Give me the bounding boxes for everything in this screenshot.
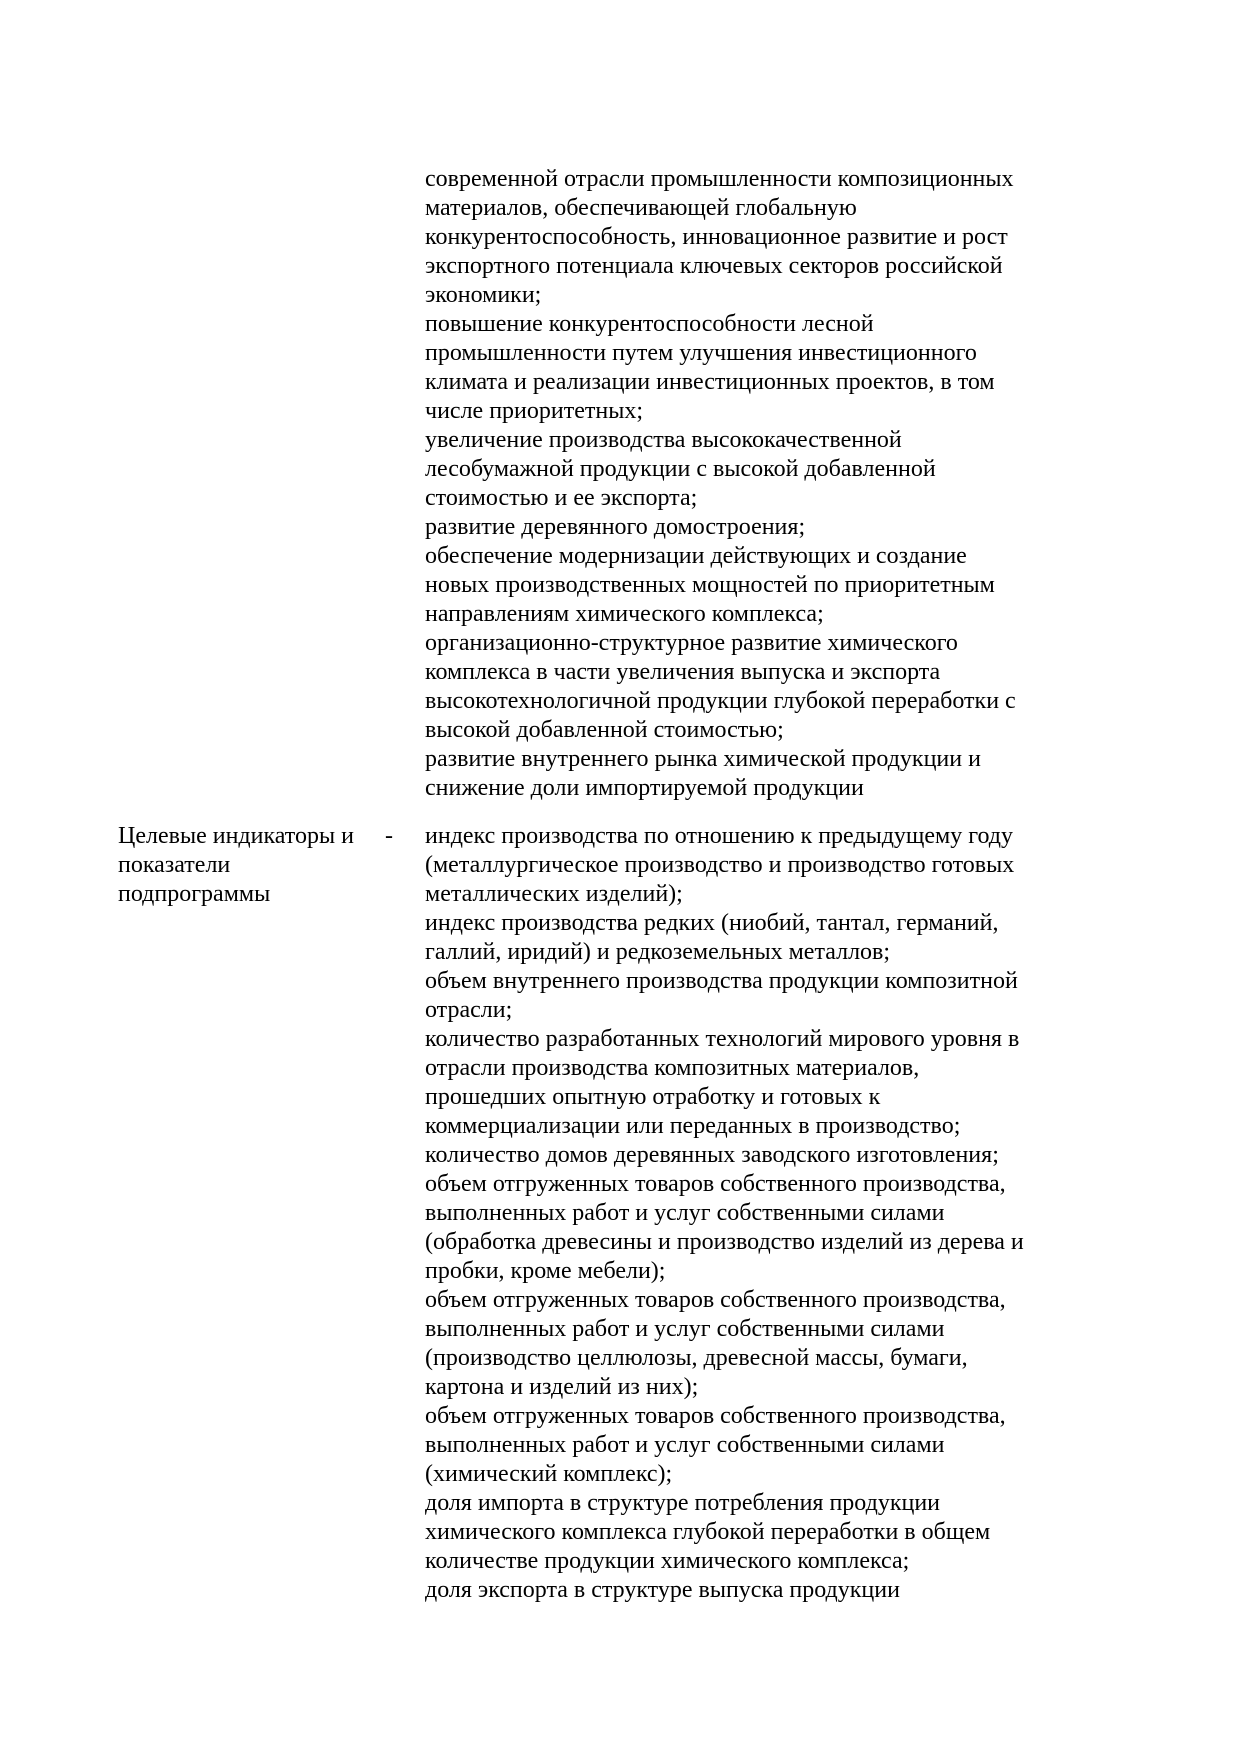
text-line: повышение конкурентоспособности лесной [425,311,874,337]
text-line: стоимостью и ее экспорта; [425,485,698,511]
text-line: развитие деревянного домостроения; [425,514,806,540]
text-line: современной отрасли промышленности композиционных [425,166,1014,192]
text-line: количество домов деревянных заводского изготовления; [425,1142,999,1168]
text-line: лесобумажной продукции с высокой добавленной [425,456,936,482]
text-line: объем отгруженных товаров собственного производства, [425,1403,1006,1429]
text-line: доля импорта в структуре потребления продукции [425,1490,941,1516]
text-line: высокотехнологичной продукции глубокой переработки с [425,688,1016,714]
text-line: индекс производства по отношению к предыдущему году [425,823,1014,849]
text-line: экономики; [425,282,542,308]
text-line: объем отгруженных товаров собственного производства, [425,1287,1006,1313]
text-line: конкурентоспособность, инновационное развитие и рост [425,224,1008,250]
text-line: металлических изделий); [425,881,683,907]
label-line: Целевые индикаторы и [118,823,354,849]
text-line: химического комплекса глубокой переработки в общем [425,1519,991,1545]
text-line: выполненных работ и услуг собственными силами [425,1200,945,1226]
text-line: новых производственных мощностей по приоритетным [425,572,995,598]
text-line: снижение доли импортируемой продукции [425,775,864,801]
text-line: высокой добавленной стоимостью; [425,717,784,743]
goals-text-block [425,165,1016,803]
text-line: объем отгруженных товаров собственного производства, [425,1171,1006,1197]
text-line: (обработка древесины и производство изделий из дерева и [425,1229,1024,1255]
label-line: показатели [118,852,231,878]
text-line: материалов, обеспечивающей глобальную [425,195,857,221]
text-line: климата и реализации инвестиционных проектов, в том [425,369,995,395]
text-line: количестве продукции химического комплекса; [425,1548,910,1574]
text-line: комплекса в части увеличения выпуска и экспорта [425,659,941,685]
text-line: объем внутреннего производства продукции композитной [425,968,1018,994]
text-line: увеличение производства высококачественной [425,427,902,453]
text-line: выполненных работ и услуг собственными силами [425,1432,945,1458]
label-separator: - [385,823,393,849]
text-line: индекс производства редких (ниобий, тантал, германий, [425,910,999,936]
text-line: выполненных работ и услуг собственными силами [425,1316,945,1342]
text-line: количество разработанных технологий мирового уровня в [425,1026,1020,1052]
text-line: (производство целлюлозы, древесной массы, бумаги, [425,1345,968,1371]
text-line: (металлургическое производство и производство готовых [425,852,1015,878]
text-line: (химический комплекс); [425,1461,673,1487]
text-line: числе приоритетных; [425,398,643,424]
text-line: отрасли; [425,997,513,1023]
text-line: галлий, иридий) и редкоземельных металлов; [425,939,891,965]
text-line: экспортного потенциала ключевых секторов российской [425,253,1003,279]
text-line: направлениям химического комплекса; [425,601,824,627]
text-line: пробки, кроме мебели); [425,1258,666,1284]
text-line: прошедших опытную отработку и готовых к [425,1084,881,1110]
text-line: промышленности путем улучшения инвестиционного [425,340,977,366]
text-line: коммерциализации или переданных в производство; [425,1113,961,1139]
label-line: подпрограммы [118,881,271,907]
text-line: доля экспорта в структуре выпуска продукции [425,1577,900,1603]
indicators-text-block [425,822,1024,1605]
text-line: картона и изделий из них); [425,1374,699,1400]
text-line: обеспечение модернизации действующих и создание [425,543,967,569]
text-line: организационно-структурное развитие химического [425,630,958,656]
indicators-label [118,822,354,909]
text-line: отрасли производства композитных материалов, [425,1055,920,1081]
text-line: развитие внутреннего рынка химической продукции и [425,746,981,772]
